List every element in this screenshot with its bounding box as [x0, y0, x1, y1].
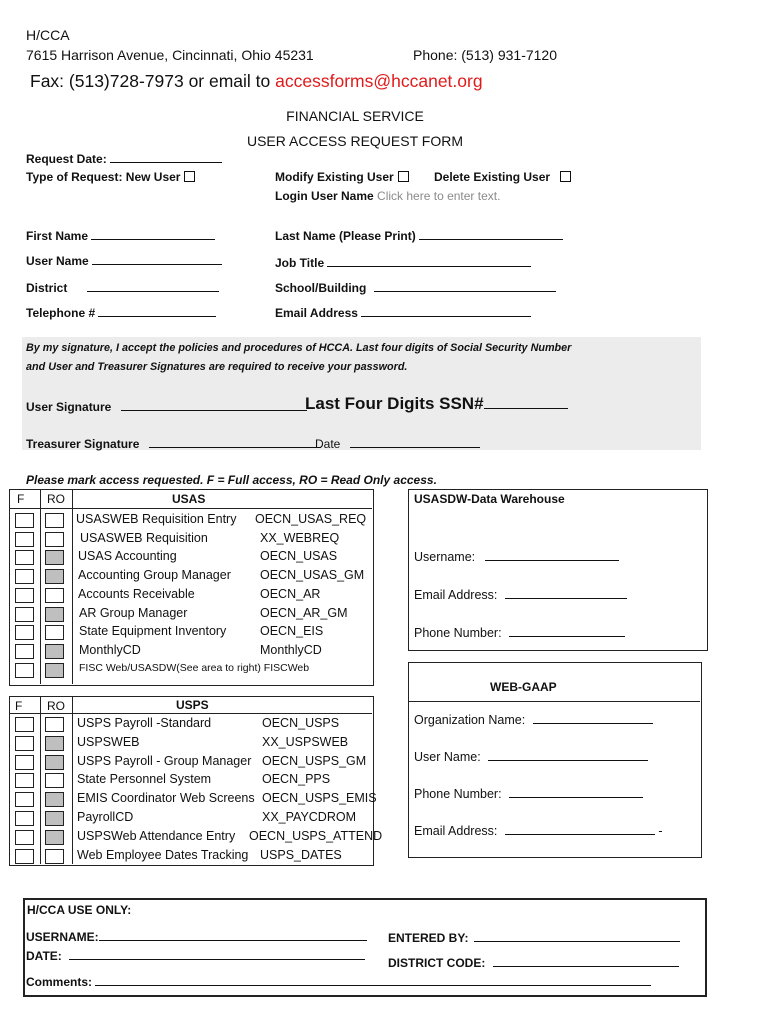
login-input[interactable]: Click here to enter text.: [377, 189, 501, 203]
access-row-name: USASWEB Requisition Entry: [76, 512, 237, 526]
usas-title: USAS: [172, 492, 206, 506]
treasurer-signature-label: Treasurer Signature: [26, 437, 140, 451]
access-row-name: Accounting Group Manager: [78, 568, 231, 583]
access-row-name: PayrollCD: [77, 810, 134, 824]
access-row-name: USPS Payroll -Standard: [77, 716, 212, 730]
first-name-label: First Name: [26, 229, 89, 243]
user-name-label: User Name: [26, 254, 89, 268]
user-signature-label: User Signature: [26, 400, 112, 414]
access-row-code: OECN_USPS_ATTEND: [249, 828, 383, 843]
hcca-comments-field[interactable]: [26, 973, 651, 989]
usasdw-username-label: Username:: [414, 550, 476, 564]
full-access-checkbox[interactable]: [15, 792, 34, 807]
full-access-checkbox[interactable]: [15, 736, 34, 751]
access-row-code: OECN_EIS: [260, 624, 324, 639]
email-link[interactable]: accessforms@hccanet.org: [275, 71, 483, 91]
form-title-2: USER ACCESS REQUEST FORM: [246, 133, 463, 149]
full-access-checkbox[interactable]: [15, 830, 34, 845]
access-row-code: OECN_AR_GM: [260, 605, 348, 620]
request-date: [26, 150, 222, 166]
request-date-label: Request Date:: [26, 152, 107, 166]
last-name-field[interactable]: [275, 227, 563, 243]
email-label: Email Address: [275, 306, 358, 320]
webgaap-email-suffix: -: [658, 824, 663, 838]
usasdw-phone-label: Phone Number:: [414, 626, 502, 640]
district-code-field[interactable]: [388, 954, 679, 970]
read-only-checkbox[interactable]: [45, 773, 64, 788]
ssn-field[interactable]: [305, 393, 568, 414]
org-phone: Phone: (513) 931-7120: [413, 47, 557, 63]
org-address: 7615 Harrison Avenue, Cincinnati, Ohio 45231: [26, 47, 314, 63]
ssn-label: Last Four Digits SSN#: [305, 394, 484, 413]
full-access-checkbox[interactable]: [15, 849, 34, 864]
district-code-label: DISTRICT CODE:: [388, 956, 486, 970]
delete-user: [434, 170, 571, 184]
hcca-username-label: USERNAME:: [26, 930, 99, 944]
school-label: School/Building: [275, 281, 367, 295]
access-row-name: USPSWEB: [77, 734, 140, 749]
access-row-code: OECN_AR: [260, 586, 321, 601]
full-access-checkbox[interactable]: [15, 607, 34, 622]
read-only-checkbox[interactable]: [45, 513, 64, 528]
job-title-field[interactable]: [275, 254, 531, 270]
district-field[interactable]: [26, 279, 219, 295]
entered-by-field[interactable]: [388, 929, 680, 945]
read-only-checkbox[interactable]: [45, 588, 64, 603]
access-row-name: State Equipment Inventory: [79, 624, 227, 639]
form-title-1: FINANCIAL SERVICE: [286, 108, 424, 124]
read-only-checkbox[interactable]: [45, 644, 64, 659]
access-row-code: XX_PAYCDROM: [262, 810, 357, 824]
telephone-field[interactable]: [26, 304, 216, 320]
access-row-code: OECN_USAS: [260, 549, 338, 564]
treasurer-date-field[interactable]: [315, 435, 480, 451]
webgaap-user-field[interactable]: [414, 748, 648, 764]
webgaap-org-field[interactable]: [414, 711, 653, 727]
full-access-checkbox[interactable]: [15, 569, 34, 584]
usasdw-title: USASDW-Data Warehouse: [414, 492, 565, 506]
usasdw-email-label: Email Address:: [414, 588, 498, 602]
read-only-checkbox[interactable]: [45, 717, 64, 732]
usps-title: USPS: [176, 698, 209, 712]
district-label: District: [26, 281, 68, 295]
delete-user-checkbox[interactable]: [560, 171, 571, 182]
hcca-date-field[interactable]: [26, 947, 365, 963]
request-date-line[interactable]: [110, 150, 222, 163]
webgaap-phone-label: Phone Number:: [414, 787, 502, 801]
school-field[interactable]: [275, 279, 556, 295]
fax-text: Fax: (513)728-7973 or email to: [30, 71, 276, 91]
usasdw-username-field[interactable]: [414, 548, 619, 564]
first-name-field[interactable]: [26, 227, 215, 243]
new-user-checkbox[interactable]: [184, 171, 195, 182]
telephone-label: Telephone #: [26, 306, 96, 320]
read-only-checkbox[interactable]: [45, 569, 64, 584]
login-user-name: [275, 189, 500, 203]
read-only-checkbox[interactable]: [45, 736, 64, 751]
full-access-checkbox[interactable]: [15, 811, 34, 826]
full-access-checkbox[interactable]: [15, 532, 34, 547]
full-access-checkbox[interactable]: [15, 717, 34, 732]
webgaap-user-label: User Name:: [414, 750, 481, 764]
read-only-checkbox[interactable]: [45, 792, 64, 807]
access-row-code: XX_WEBREQ: [260, 530, 340, 545]
user-signature-field[interactable]: [26, 398, 307, 414]
full-access-checkbox[interactable]: [15, 588, 34, 603]
access-row-code: OECN_USPS: [262, 716, 340, 730]
login-label: Login User Name: [275, 189, 374, 203]
usas-header-line: [10, 508, 372, 509]
entered-by-label: ENTERED BY:: [388, 931, 469, 945]
delete-user-label: Delete Existing User: [434, 170, 551, 184]
read-only-checkbox[interactable]: [45, 830, 64, 845]
usas-col-divider-1: [40, 490, 41, 684]
access-row-code: XX_USPSWEB: [262, 734, 349, 749]
hcca-comments-label: Comments:: [26, 975, 93, 989]
read-only-checkbox[interactable]: [45, 625, 64, 640]
access-row-name: State Personnel System: [77, 772, 212, 787]
access-row-code: OECN_USAS_REQ: [255, 512, 367, 526]
treasurer-signature-field[interactable]: [26, 435, 321, 451]
access-row-name: Web Employee Dates Tracking: [77, 847, 249, 862]
access-row-name: AR Group Manager: [79, 605, 188, 620]
webgaap-email-label: Email Address:: [414, 824, 498, 838]
access-row-code: OECN_USAS_GM: [260, 568, 365, 583]
usasdw-phone-field[interactable]: [414, 624, 625, 640]
usps-header-line: [10, 713, 372, 714]
access-row-name: MonthlyCD: [79, 642, 141, 657]
usps-col-divider-1: [40, 697, 41, 864]
job-title-label: Job Title: [275, 256, 325, 270]
access-note: Please mark access requested. F = Full access, RO = Read Only access.: [26, 473, 437, 487]
email-field[interactable]: [275, 304, 531, 320]
webgaap-phone-field[interactable]: [414, 785, 643, 801]
full-access-checkbox[interactable]: [15, 550, 34, 565]
org-name: H/CCA: [26, 27, 70, 43]
access-row-name: USASWEB Requisition: [80, 530, 208, 545]
access-row-name: Accounts Receivable: [78, 586, 195, 601]
read-only-checkbox[interactable]: [45, 607, 64, 622]
usas-col-f: F: [17, 492, 25, 506]
usas-col-divider-2: [72, 490, 73, 684]
webgaap-email-field[interactable]: [414, 822, 663, 838]
hcca-date-label: DATE:: [26, 949, 62, 963]
read-only-checkbox[interactable]: [45, 811, 64, 826]
access-row-name: EMIS Coordinator Web Screens: [77, 791, 255, 806]
modify-user: [275, 170, 409, 184]
last-name-label: Last Name (Please Print): [275, 229, 416, 243]
signature-statement-1: By my signature, I accept the policies and procedures of HCCA. Last four digits of Social Security Number: [26, 342, 572, 354]
read-only-checkbox[interactable]: [45, 550, 64, 565]
usps-col-ro: RO: [47, 699, 65, 713]
access-row-code: MonthlyCD: [260, 642, 322, 657]
usps-col-f: F: [15, 699, 23, 713]
access-row-code: USPS_DATES: [260, 847, 342, 862]
full-access-checkbox[interactable]: [15, 663, 34, 678]
modify-user-checkbox[interactable]: [398, 171, 409, 182]
access-row-name: USAS Accounting: [78, 549, 177, 564]
read-only-checkbox[interactable]: [45, 849, 64, 864]
signature-statement-2: and User and Treasurer Signatures are required to receive your password.: [26, 361, 408, 373]
full-access-checkbox[interactable]: [15, 773, 34, 788]
full-access-checkbox[interactable]: [15, 513, 34, 528]
access-row-name: USPSWeb Attendance Entry: [77, 828, 236, 843]
access-row-name: FISC Web/USASDW(See area to right) FISCWeb: [79, 661, 310, 674]
treasurer-date-label: Date: [315, 437, 341, 451]
user-name-field[interactable]: [26, 252, 222, 268]
access-row-code: OECN_USPS_GM: [262, 753, 367, 768]
webgaap-org-label: Organization Name:: [414, 713, 526, 727]
read-only-checkbox[interactable]: [45, 663, 64, 678]
webgaap-title: WEB-GAAP: [490, 680, 557, 694]
webgaap-header-line: [409, 701, 700, 702]
access-row-code: OECN_PPS: [262, 772, 331, 787]
hcca-use-title: H/CCA USE ONLY:: [27, 903, 132, 917]
request-type: [26, 170, 195, 184]
new-user-label: Type of Request: New User: [26, 170, 181, 184]
full-access-checkbox[interactable]: [15, 644, 34, 659]
hcca-username-field[interactable]: [26, 928, 367, 944]
usas-col-ro: RO: [47, 492, 65, 506]
access-row-code: OECN_USPS_EMIS: [262, 791, 377, 806]
full-access-checkbox[interactable]: [15, 755, 34, 770]
modify-user-label: Modify Existing User: [275, 170, 394, 184]
fax-line: [30, 71, 483, 92]
usps-col-divider-2: [72, 697, 73, 864]
usasdw-email-field[interactable]: [414, 586, 627, 602]
full-access-checkbox[interactable]: [15, 625, 34, 640]
read-only-checkbox[interactable]: [45, 755, 64, 770]
read-only-checkbox[interactable]: [45, 532, 64, 547]
access-row-name: USPS Payroll - Group Manager: [77, 753, 252, 768]
